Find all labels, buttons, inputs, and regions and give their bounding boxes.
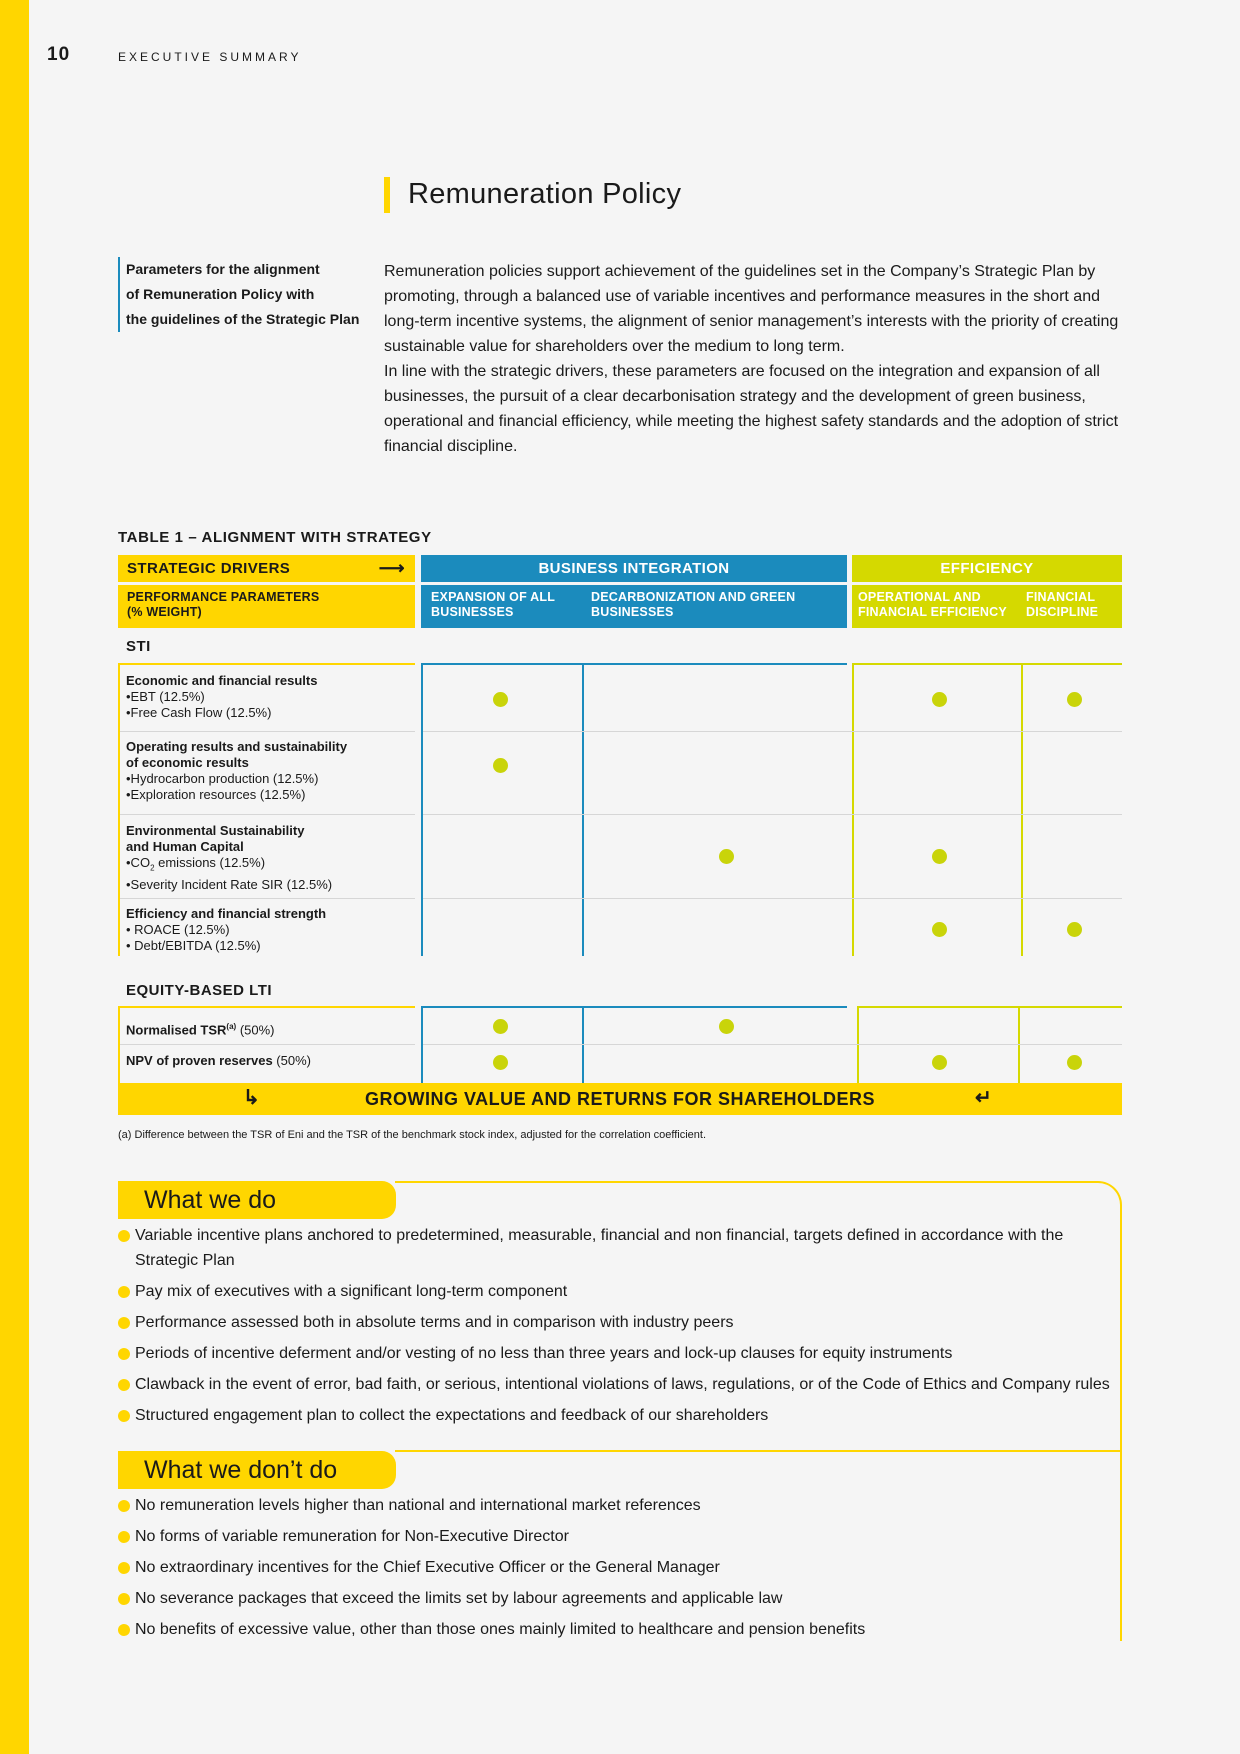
alignment-dot	[932, 922, 947, 937]
growing-value-banner: GROWING VALUE AND RETURNS FOR SHAREHOLDERS	[118, 1083, 1122, 1115]
sti-row-efficiency	[126, 906, 412, 954]
what-we-do-list	[118, 1223, 1118, 1434]
sti-blue-top	[421, 663, 847, 665]
row-divider	[423, 814, 1122, 815]
list-item: Performance assessed both in absolute terms and in comparison with industry peers	[118, 1310, 1118, 1335]
header-strategic-drivers	[118, 555, 415, 582]
row-weight: (50%)	[236, 1022, 275, 1038]
intro-text	[384, 259, 1124, 459]
alignment-dot	[493, 1019, 508, 1034]
col-line: BUSINESSES	[431, 605, 514, 619]
lti-lime-top	[857, 1006, 1122, 1008]
intro-paragraph: In line with the strategic drivers, these parameters are focused on the integration and expansion of all businesses, the pursuit of a clear decarbonisation strategy and the development of green business, operational and financial efficiency, while meeting the highest safety standards and the adoption of strict financial discipline.	[384, 363, 1119, 455]
subscript: 2	[150, 863, 155, 873]
alignment-dot	[493, 758, 508, 773]
title-accent-bar	[384, 177, 390, 213]
list-item: Clawback in the event of error, bad faith, or serious, intentional violations of laws, regulations, or of the Code of Ethics and Company rules	[118, 1372, 1118, 1397]
sti-row-economic	[126, 673, 412, 721]
col-line: FINANCIAL EFFICIENCY	[858, 605, 1007, 619]
section-title: Remuneration Policy	[408, 178, 682, 210]
page-number: 10	[47, 44, 71, 65]
list-item: Periods of incentive deferment and/or vesting of no less than three years and lock-up clauses for equity instruments	[118, 1341, 1118, 1366]
sti-blue-left	[421, 663, 423, 956]
page-edge-band	[0, 0, 29, 1754]
intro-paragraph: Remuneration policies support achievement of the guidelines set in the Company’s Strategic Plan by promoting, through a balanced use of variable incentives and performance measures in the short and long-term incentive systems, the alignment of senior management’s interests with the priority of creating sustainable value for shareholders over the medium to long term.	[384, 263, 1119, 355]
list-item: No extraordinary incentives for the Chief Executive Officer or the General Manager	[118, 1555, 1118, 1580]
side-note-line: the guidelines of the Strategic Plan	[126, 311, 360, 327]
sti-label: STI	[126, 638, 151, 655]
row-item-part: emissions (12.5%)	[154, 855, 266, 870]
list-item: No remuneration levels higher than national and international market references	[118, 1493, 1118, 1518]
subheader-business-integration	[421, 585, 847, 628]
row-title: Operating results and sustainability	[126, 739, 348, 754]
row-title: NPV of proven reserves	[126, 1053, 273, 1068]
lti-lime-left	[857, 1006, 859, 1084]
list-item: Pay mix of executives with a significant long-term component	[118, 1279, 1118, 1304]
sti-lime-top	[852, 663, 1122, 665]
lti-blue-top	[421, 1006, 847, 1008]
subheader-line: (% WEIGHT)	[127, 605, 202, 619]
row-title: Normalised TSR	[126, 1022, 227, 1038]
lti-label: EQUITY-BASED LTI	[126, 982, 273, 999]
list-item: No severance packages that exceed the limits set by labour agreements and applicable law	[118, 1586, 1118, 1611]
subheader-efficiency	[852, 585, 1122, 628]
alignment-dot	[493, 692, 508, 707]
row-title: Environmental Sustainability	[126, 823, 305, 838]
row-item-part: •CO	[126, 855, 151, 870]
alignment-dot	[719, 849, 734, 864]
sti-lime-mid	[1021, 663, 1023, 956]
row-item: • Debt/EBITDA (12.5%)	[126, 938, 261, 953]
alignment-dot	[1067, 922, 1082, 937]
subheader-performance-parameters	[118, 585, 415, 628]
row-title: Efficiency and financial strength	[126, 906, 327, 921]
col-line: OPERATIONAL AND	[858, 590, 981, 604]
table-footnote: (a) Difference between the TSR of Eni and the TSR of the benchmark stock index, adjusted for the correlation coefficient.	[118, 1129, 707, 1141]
row-weight: (50%)	[272, 1053, 311, 1068]
sti-row-environmental	[126, 823, 412, 893]
row-item: •Exploration resources (12.5%)	[126, 787, 306, 802]
col-expansion	[431, 590, 555, 620]
col-line: BUSINESSES	[591, 605, 674, 619]
sti-row-operating	[126, 739, 412, 803]
lti-blue-mid	[582, 1006, 584, 1084]
subheader-line: PERFORMANCE PARAMETERS	[127, 590, 320, 604]
running-header: EXECUTIVE SUMMARY	[118, 50, 302, 64]
col-line: DISCIPLINE	[1026, 605, 1099, 619]
arrow-down-right-icon: ↳	[243, 1087, 260, 1109]
lti-row-npv	[126, 1053, 412, 1069]
row-divider	[423, 1044, 1122, 1045]
what-we-dont-do-title: What we don’t do	[118, 1451, 396, 1489]
row-divider	[120, 814, 415, 815]
row-item: •Hydrocarbon production (12.5%)	[126, 771, 319, 786]
list-item: Structured engagement plan to collect the expectations and feedback of our shareholders	[118, 1403, 1118, 1428]
lti-row-tsr	[126, 1019, 412, 1038]
alignment-dot	[719, 1019, 734, 1034]
alignment-dot	[1067, 1055, 1082, 1070]
alignment-dot	[493, 1055, 508, 1070]
what-we-do-title: What we do	[118, 1181, 396, 1219]
footnote-marker: (a)	[226, 1022, 237, 1031]
what-we-dont-do-list	[118, 1493, 1118, 1648]
alignment-dot	[932, 692, 947, 707]
row-title: of economic results	[126, 755, 249, 770]
row-item: • ROACE (12.5%)	[126, 922, 230, 937]
arrow-return-icon: ↵	[975, 1087, 992, 1109]
col-line: EXPANSION OF ALL	[431, 590, 556, 604]
arrow-right-icon: ⟶	[378, 558, 405, 578]
row-title: and Human Capital	[126, 839, 244, 854]
side-note-line: of Remuneration Policy with	[126, 286, 315, 302]
row-item: •Free Cash Flow (12.5%)	[126, 705, 272, 720]
col-operational	[858, 590, 1007, 620]
alignment-dot	[1067, 692, 1082, 707]
col-financial	[1026, 590, 1098, 620]
practices-divider	[395, 1450, 1122, 1452]
col-line: FINANCIAL	[1026, 590, 1096, 604]
header-efficiency: EFFICIENCY	[852, 555, 1122, 582]
sti-blue-mid	[582, 663, 584, 956]
row-divider	[120, 1044, 415, 1045]
row-divider	[423, 731, 1122, 732]
table-title: TABLE 1 – ALIGNMENT WITH STRATEGY	[118, 529, 432, 546]
list-item: Variable incentive plans anchored to predetermined, measurable, financial and non financial, targets defined in accordance with the Strategic Plan	[118, 1223, 1118, 1273]
side-note	[118, 257, 366, 332]
list-item: No benefits of excessive value, other than those ones mainly limited to healthcare and pension benefits	[118, 1617, 1118, 1642]
alignment-dot	[932, 1055, 947, 1070]
row-item: •Severity Incident Rate SIR (12.5%)	[126, 876, 333, 892]
sti-lime-left	[852, 663, 854, 956]
list-item: No forms of variable remuneration for Non-Executive Director	[118, 1524, 1118, 1549]
header-business-integration: BUSINESS INTEGRATION	[421, 555, 847, 582]
lti-left-frame	[118, 1006, 415, 1084]
header-strategic-drivers-label: STRATEGIC DRIVERS	[127, 560, 291, 577]
row-item	[126, 855, 412, 877]
col-decarbonization	[591, 590, 795, 620]
alignment-dot	[932, 849, 947, 864]
row-item: •EBT (12.5%)	[126, 689, 205, 704]
row-title: Economic and financial results	[126, 673, 318, 688]
lti-lime-mid	[1018, 1006, 1020, 1084]
row-divider	[120, 731, 415, 732]
row-divider	[423, 898, 1122, 899]
side-note-line: Parameters for the alignment	[126, 261, 320, 277]
lti-blue-left	[421, 1006, 423, 1084]
col-line: DECARBONIZATION AND GREEN	[591, 590, 796, 604]
row-divider	[120, 898, 415, 899]
